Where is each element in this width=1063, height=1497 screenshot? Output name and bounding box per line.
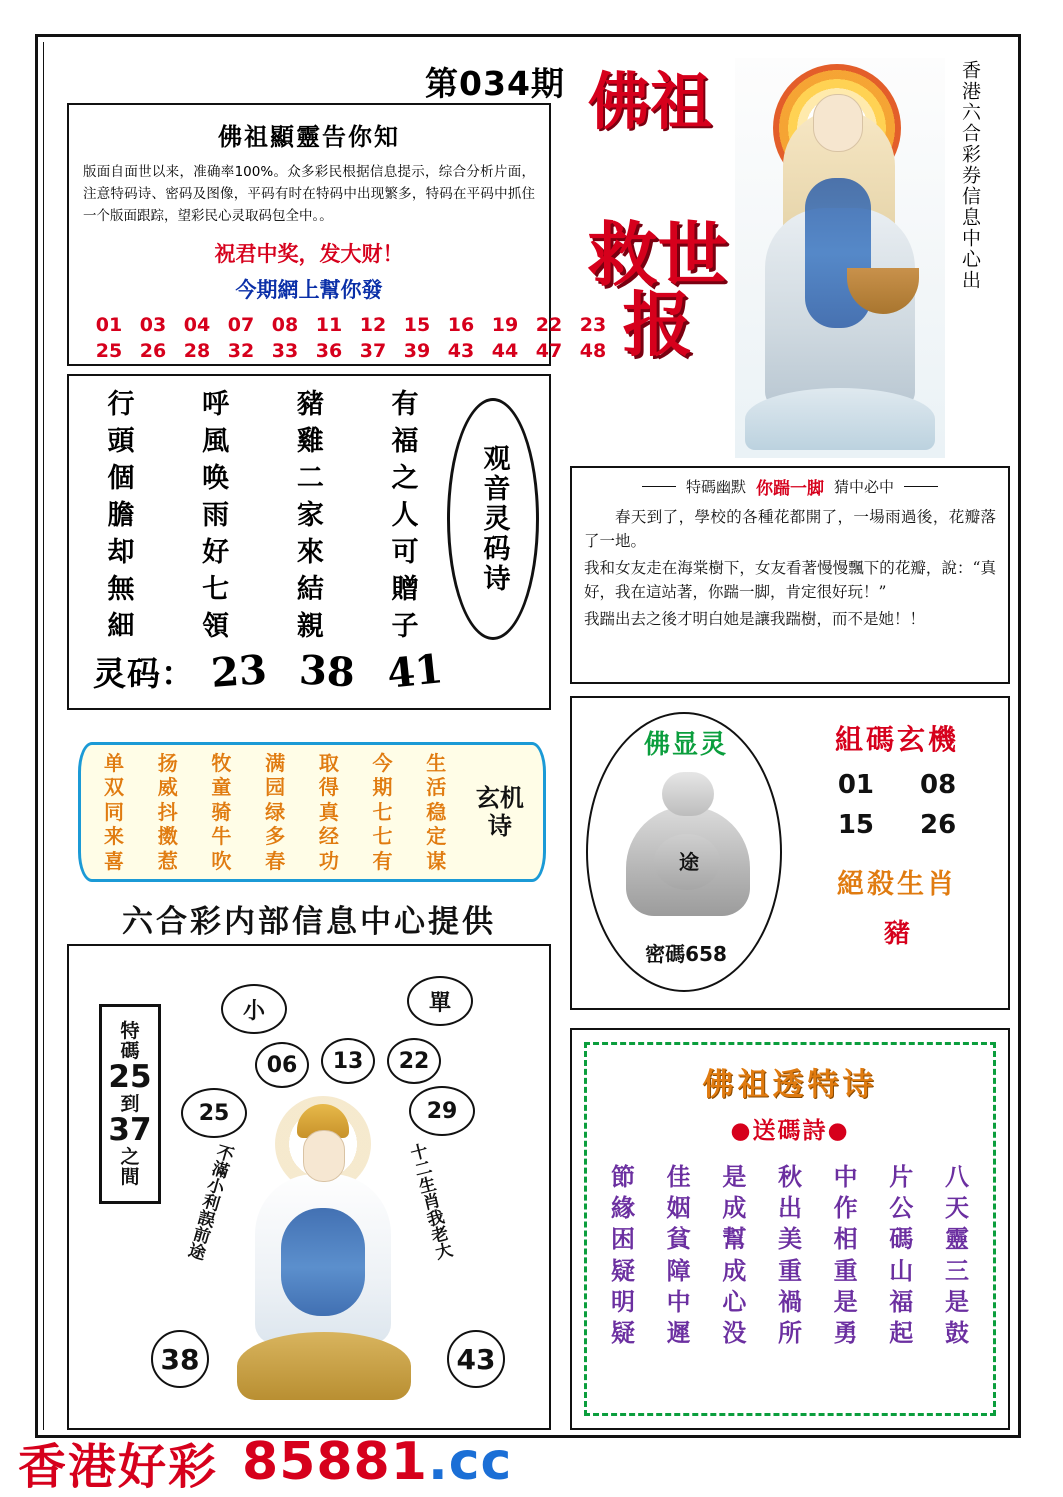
poem-column — [87, 388, 155, 642]
xuanji-char: 童 — [211, 775, 232, 800]
tetsu-char: 出 — [777, 1193, 802, 1223]
tema-char: 碼 — [120, 1039, 140, 1062]
tetsu-char: 禍 — [777, 1286, 802, 1316]
humor-tag-left: 特碼幽默 — [685, 478, 746, 496]
xuanji-char: 吹 — [211, 848, 232, 873]
poem-char: 豬 — [296, 389, 324, 420]
tetsu-char: 是 — [833, 1286, 858, 1316]
statue-head-shape — [303, 1130, 345, 1182]
announcement-number-rows — [69, 313, 607, 362]
tetsu-char: 節 — [611, 1162, 635, 1191]
masthead-title-line1: 佛祖 — [587, 65, 712, 138]
tetsu-char: 成 — [722, 1255, 747, 1285]
number-cell: 16 — [447, 313, 475, 336]
tetsu-columns — [601, 1161, 979, 1411]
right-diagonal-text: 十二生肖我老大 — [404, 1141, 454, 1262]
xuanji-char: 牧 — [211, 751, 232, 776]
xuanji-char: 期 — [372, 775, 393, 800]
tetsu-dashed-border — [584, 1042, 996, 1416]
lingma-number: 38 — [297, 646, 357, 696]
xuanji-char: 经 — [318, 824, 339, 849]
poem-char: 七 — [202, 574, 230, 605]
xuanji-char: 谋 — [426, 848, 447, 873]
tetsu-char: 遲 — [666, 1317, 691, 1347]
poem-char: 人 — [391, 500, 419, 531]
number-cell: 23 — [579, 313, 607, 336]
humor-header — [572, 474, 1008, 499]
tetsu-char: 中 — [666, 1286, 691, 1316]
ball-number: 29 — [409, 1086, 475, 1136]
tetsu-char: 八 — [944, 1162, 969, 1191]
poem-char: 個 — [107, 463, 135, 494]
xuanji-column — [91, 751, 137, 873]
tetsu-char: 公 — [889, 1193, 914, 1223]
poem-column — [276, 388, 344, 642]
poem-char: 來 — [296, 537, 324, 568]
lingma-label: 灵码： — [93, 653, 195, 693]
guanyin-statue-illustration — [219, 1096, 429, 1416]
poem-char: 結 — [296, 574, 324, 605]
number-cell: 33 — [271, 339, 299, 362]
poem-char: 福 — [391, 426, 419, 457]
xuanji-char: 春 — [265, 848, 286, 873]
xuanji-label: 玄机诗 — [475, 783, 524, 840]
number-cell: 28 — [183, 339, 211, 362]
announcement-body: 版面自面世以来，准确率100%。众多彩民根据信息提示，综合分析片面，注意特码诗、密码及图像，平码有时在特码中出现繁多，特码在平码中抓住一个版面跟踪，望彩民心灵取码包全中。。 — [83, 164, 535, 224]
buddha-head-shape — [662, 772, 714, 816]
zuma-title: 組碼玄機 — [834, 723, 959, 756]
tetsu-char: 是 — [722, 1162, 747, 1191]
xuanji-char: 活 — [426, 775, 447, 800]
tetsu-char: 碼 — [889, 1224, 914, 1254]
tetsu-column — [879, 1161, 923, 1411]
xuanji-char: 七 — [372, 824, 393, 849]
tetsu-column — [935, 1161, 979, 1411]
number-cell: 26 — [139, 339, 167, 362]
xuanji-char: 双 — [104, 775, 124, 800]
tetsu-char: 幫 — [722, 1224, 747, 1254]
xuanji-char: 擞 — [157, 824, 178, 849]
tetsu-char: 疑 — [611, 1317, 635, 1347]
watermark-brand: 香港好彩 — [18, 1438, 219, 1495]
guanyin-illustration — [735, 58, 945, 458]
rule-right — [904, 486, 938, 487]
tetsu-column — [601, 1161, 645, 1411]
poem-char: 行 — [107, 389, 135, 420]
tetsu-char: 片 — [889, 1162, 914, 1191]
tetsu-char: 美 — [777, 1224, 802, 1254]
tetsu-char: 重 — [777, 1255, 802, 1285]
announcement-red-line: 祝君中奖，发大财！ — [214, 241, 404, 266]
number-row — [87, 339, 607, 362]
poem-char: 唤 — [202, 463, 230, 494]
announcement-blue-line: 今期網上幫你發 — [235, 277, 383, 302]
tetsu-char: 没 — [722, 1317, 747, 1347]
guanyin-poem-box — [67, 374, 551, 710]
xuanji-char: 功 — [318, 848, 339, 873]
humor-body — [584, 505, 996, 631]
number-cell: 19 — [491, 313, 519, 336]
xuanji-char: 得 — [318, 775, 339, 800]
tetsu-char: 三 — [944, 1255, 969, 1285]
deity-head-shape — [813, 94, 863, 152]
zuma-content — [794, 714, 1000, 992]
xuanji-column — [360, 751, 406, 873]
lingma-number: 41 — [384, 644, 446, 698]
xuanji-char: 单 — [104, 751, 124, 776]
buddha-char: 途 — [679, 850, 699, 874]
number-group-left — [87, 314, 351, 336]
watermark — [18, 1432, 1048, 1495]
ball-number: 06 — [255, 1042, 309, 1088]
tetsu-subtitle: ●送碼詩● — [730, 1118, 850, 1144]
tetsu-title: 佛祖透特诗 — [702, 1067, 878, 1103]
xuanji-char: 威 — [157, 775, 178, 800]
zuma-box — [570, 696, 1010, 1010]
number-cell: 07 — [227, 313, 255, 336]
humor-tag-red: 你踹一脚 — [756, 479, 824, 499]
xuanji-poem-banner — [78, 742, 546, 882]
announcement-title: 佛祖顯靈告你知 — [218, 123, 400, 151]
deity-base-shape — [745, 388, 935, 450]
tetsu-column — [768, 1161, 812, 1411]
xuanji-char: 抖 — [157, 799, 178, 824]
frame-inner-rule — [43, 42, 44, 1430]
tetsu-char: 秋 — [777, 1162, 802, 1191]
xuanji-char: 喜 — [104, 848, 124, 873]
zuma-number: 08 — [920, 770, 957, 800]
xuanji-char: 今 — [372, 751, 393, 776]
issue-title: 第034期 — [425, 64, 565, 103]
ball-number: 22 — [387, 1038, 441, 1084]
statue-sash-shape — [281, 1208, 365, 1316]
xuanji-char: 同 — [104, 799, 124, 824]
xuanji-char: 七 — [372, 799, 393, 824]
tetsu-char: 困 — [611, 1224, 635, 1254]
poem-char: 有 — [391, 389, 419, 420]
poem-char: 子 — [391, 611, 419, 642]
poem-char: 家 — [296, 500, 324, 531]
masthead-title-line2: 救世报 — [587, 213, 728, 366]
humor-paragraph: 我踹出去之後才明白她是讓我踹樹，而不是她！！ — [584, 609, 926, 628]
number-cell: 44 — [491, 339, 519, 362]
poem-char: 呼 — [202, 389, 230, 420]
forecast-panel — [67, 944, 551, 1430]
zuma-zodiac: 豬 — [883, 919, 910, 949]
number-cell: 36 — [315, 339, 343, 362]
announcement-box — [67, 103, 607, 366]
tetsu-char: 起 — [889, 1317, 914, 1347]
rule-left — [642, 486, 676, 487]
number-cell: 48 — [579, 339, 607, 362]
tetsu-char: 作 — [833, 1193, 858, 1223]
watermark-url-main: 85881 — [242, 1432, 428, 1492]
poem-title-oval — [447, 398, 539, 640]
zuma-number: 15 — [837, 810, 874, 840]
number-cell: 32 — [227, 339, 255, 362]
fo-title: 佛显灵 — [643, 730, 728, 760]
xuanji-char: 稳 — [426, 799, 447, 824]
number-group-left — [87, 340, 351, 362]
tetsu-char: 福 — [889, 1286, 914, 1316]
zuma-number-row — [794, 770, 1000, 800]
tetsu-char: 貧 — [666, 1224, 691, 1254]
ball-number: 38 — [151, 1330, 209, 1388]
tetsu-char: 疑 — [611, 1255, 635, 1285]
tetsu-column — [824, 1161, 868, 1411]
poem-char: 之 — [391, 463, 419, 494]
ball-number: 43 — [447, 1330, 505, 1388]
humor-tag-right: 猜中必中 — [834, 478, 895, 496]
number-cell: 12 — [359, 313, 387, 336]
number-cell: 22 — [535, 313, 563, 336]
xuanji-char: 惹 — [157, 848, 178, 873]
number-cell: 03 — [139, 313, 167, 336]
center-slogan: 六合彩内部信息中心提供 — [122, 904, 496, 940]
tetsu-char: 鼓 — [944, 1317, 969, 1347]
tetsu-char: 心 — [722, 1286, 747, 1316]
zuma-number-row — [794, 810, 1000, 840]
tema-range-box — [99, 1004, 161, 1204]
number-cell: 11 — [315, 313, 343, 336]
number-cell: 47 — [535, 339, 563, 362]
poem-char: 細 — [107, 611, 135, 642]
poem-char: 二 — [296, 463, 324, 494]
tema-char: 特 — [120, 1019, 140, 1042]
poem-char: 領 — [202, 611, 230, 642]
poem-char: 風 — [202, 426, 230, 457]
number-cell: 43 — [447, 339, 475, 362]
publisher-note: 香港六合彩券信息中心出 — [959, 60, 981, 291]
xuanji-char: 来 — [104, 824, 124, 849]
humor-paragraph: 春天到了，學校的各種花都開了，一場雨過後，花瓣落了一地。 — [584, 508, 996, 551]
masthead — [560, 50, 980, 450]
tetsu-column — [657, 1161, 701, 1411]
poem-column — [182, 388, 250, 642]
poem-char: 無 — [107, 574, 135, 605]
buddha-illustration — [614, 772, 760, 922]
zuma-number: 26 — [920, 810, 957, 840]
buddha-oval — [586, 712, 782, 992]
poem-char: 頭 — [107, 426, 135, 457]
lotus-base-shape — [237, 1332, 411, 1400]
poem-char: 親 — [296, 611, 324, 642]
lingma-row — [93, 642, 533, 700]
tetsu-char: 成 — [722, 1193, 747, 1223]
tetsu-char: 是 — [944, 1286, 969, 1316]
xuanji-column — [198, 751, 244, 873]
humor-box — [570, 466, 1010, 684]
poem-column — [371, 388, 439, 642]
poem-char: 可 — [391, 537, 419, 568]
poem-char: 贈 — [391, 574, 419, 605]
tetsu-char: 佳 — [666, 1162, 691, 1191]
poem-char: 膽 — [107, 500, 135, 531]
number-cell: 37 — [359, 339, 387, 362]
poem-char: 好 — [202, 537, 230, 568]
tetsu-char: 靈 — [944, 1224, 969, 1254]
number-cell: 08 — [271, 313, 299, 336]
xuanji-column — [306, 751, 352, 873]
poem-title-text: 观音灵码诗 — [478, 444, 510, 594]
xuanji-char: 有 — [372, 848, 393, 873]
xuanji-char: 扬 — [157, 751, 178, 776]
ball-number: 13 — [321, 1038, 375, 1084]
number-cell: 15 — [403, 313, 431, 336]
tetsu-char: 中 — [833, 1162, 858, 1191]
left-diagonal-text: 不滿小利誤前途 — [183, 1141, 236, 1262]
xuanji-columns — [91, 753, 533, 871]
poem-columns — [87, 388, 439, 642]
zuma-subtitle: 絕殺生肖 — [837, 869, 957, 900]
humor-paragraph: 我和女友走在海棠樹下，女友看著慢慢飄下的花瓣，說：“真好，我在這站著，你踹一脚，肯定很好玩！” — [584, 558, 996, 602]
number-cell: 04 — [183, 313, 211, 336]
ball-parity-indicator: 單 — [407, 976, 473, 1026]
mima-code: 密碼658 — [645, 942, 727, 966]
tetsu-char: 明 — [611, 1286, 635, 1316]
xuanji-char: 真 — [318, 799, 339, 824]
xuanji-char: 多 — [265, 824, 286, 849]
xuanji-column — [252, 751, 298, 873]
lingma-number: 23 — [209, 645, 269, 697]
tetsu-char: 障 — [666, 1255, 691, 1285]
xuanji-char: 生 — [426, 751, 447, 776]
ball-number: 25 — [181, 1088, 247, 1138]
zuma-numbers — [794, 770, 1000, 840]
xuanji-char: 绿 — [265, 799, 286, 824]
xuanji-char: 满 — [265, 751, 286, 776]
ball-size-indicator: 小 — [221, 984, 287, 1034]
number-cell: 39 — [403, 339, 431, 362]
tema-range-start: 25 — [108, 1059, 152, 1096]
poem-char: 雨 — [202, 500, 230, 531]
poem-char: 雞 — [296, 426, 324, 457]
watermark-url-tld: .cc — [427, 1432, 513, 1492]
tetsu-column — [712, 1161, 756, 1411]
tetsu-char: 姻 — [666, 1193, 691, 1223]
tetsu-char: 重 — [833, 1255, 858, 1285]
xuanji-column — [145, 751, 191, 873]
number-row — [87, 313, 607, 336]
xuanji-char: 定 — [426, 824, 447, 849]
xuanji-char: 牛 — [211, 824, 232, 849]
tetsu-char: 所 — [777, 1317, 802, 1347]
zuma-number: 01 — [837, 770, 874, 800]
tema-char: 到 — [120, 1092, 140, 1115]
tetsu-char: 天 — [944, 1193, 969, 1223]
tema-range-end: 37 — [108, 1112, 152, 1149]
tetsu-poem-box — [570, 1028, 1010, 1430]
tetsu-char: 勇 — [833, 1317, 858, 1347]
tetsu-char: 山 — [889, 1255, 914, 1285]
tema-char: 之 — [120, 1145, 140, 1168]
watermark-url — [242, 1432, 512, 1492]
xuanji-char: 取 — [318, 751, 339, 776]
number-cell: 01 — [95, 313, 123, 336]
tetsu-char: 相 — [833, 1224, 858, 1254]
xuanji-char: 园 — [265, 775, 286, 800]
tetsu-char: 緣 — [611, 1193, 635, 1223]
xuanji-char: 骑 — [211, 799, 232, 824]
tema-char: 間 — [120, 1166, 140, 1189]
number-cell: 25 — [95, 339, 123, 362]
poem-char: 却 — [107, 537, 135, 568]
xuanji-column — [413, 751, 459, 873]
